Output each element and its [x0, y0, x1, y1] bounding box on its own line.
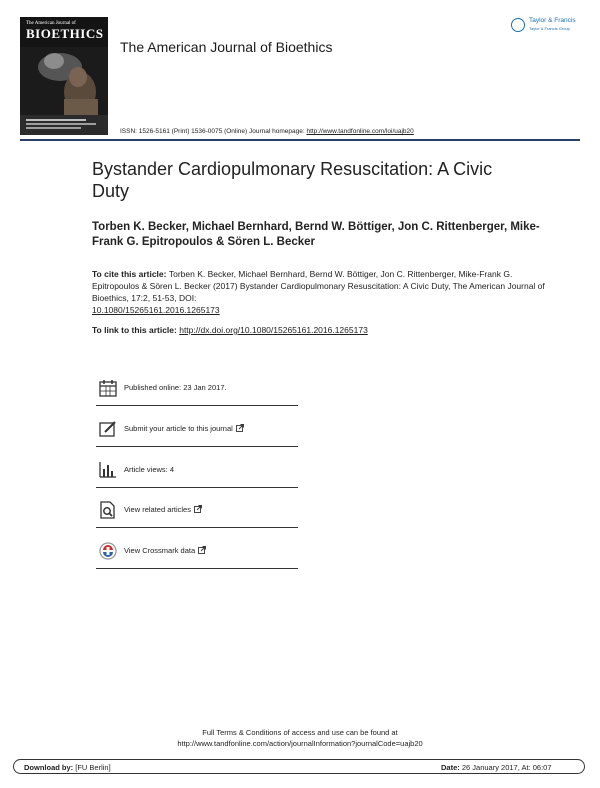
citation-block: [92, 268, 552, 316]
publisher-logo-icon: [511, 18, 525, 32]
citation-text: Torben K. Becker, Michael Bernhard, Bernd W. Böttiger, Jon C. Rittenberger, Mike-Frank G. Epitropoulos & Sören L. Becker (2017) Bystander Cardiopulmonary Resuscitation: A Civic Duty, The American Journal of Bioethics, 17:2, 51-53, DOI:: [92, 269, 545, 303]
terms-url[interactable]: http://www.tandfonline.com/action/journalInformation?journalCode=uajb20: [177, 739, 423, 748]
citation-doi-link[interactable]: 10.1080/15265161.2016.1265173: [92, 305, 220, 315]
bar-chart-icon: [99, 461, 117, 479]
row-divider: [96, 527, 298, 528]
calendar-icon: [99, 379, 117, 397]
download-by-label: Download by:: [24, 763, 74, 772]
article-title: Bystander Cardiopulmonary Resuscitation: A Civic Duty: [92, 159, 493, 201]
download-date-label: Date:: [441, 763, 460, 772]
download-by: [24, 763, 111, 772]
cover-small-line: The American Journal of: [26, 21, 76, 26]
download-by-value: [FU Berlin]: [73, 763, 111, 772]
cover-title: [26, 21, 103, 41]
crossmark-link[interactable]: [124, 546, 206, 555]
article-views-row: [96, 448, 298, 488]
terms-notice: [0, 727, 600, 749]
crossmark-row[interactable]: [96, 529, 298, 569]
download-date: [441, 763, 552, 772]
header-divider: [20, 139, 580, 141]
submit-article-text: Submit your article to this journal: [124, 424, 233, 433]
journal-homepage-link[interactable]: http://www.tandfonline.com/loi/uajb20: [306, 128, 414, 135]
article-views-text: Article views: 4: [124, 465, 175, 474]
crossmark-icon: [99, 542, 117, 560]
cover-big-word: BIOETHICS: [26, 26, 104, 41]
search-document-icon: [99, 501, 117, 519]
submit-article-row[interactable]: [96, 407, 298, 447]
external-link-icon: [198, 546, 206, 554]
row-divider: [96, 446, 298, 447]
download-date-value: 26 January 2017, At: 06:07: [459, 763, 552, 772]
citation-label: To cite this article:: [92, 269, 169, 279]
publisher-logo[interactable]: [511, 17, 586, 35]
issn-line: [120, 128, 414, 135]
article-link-label: To link to this article:: [92, 325, 180, 335]
submit-article-link[interactable]: [124, 424, 244, 433]
crossmark-text: View Crossmark data: [124, 546, 196, 555]
publisher-logo-text: Taylor & Francis: [529, 17, 576, 24]
journal-title: The American Journal of Bioethics: [120, 39, 333, 55]
cover-artwork: [20, 47, 108, 135]
journal-cover-image: [20, 17, 108, 135]
article-link-block: [92, 324, 368, 336]
article-authors: Torben K. Becker, Michael Bernhard, Bernd W. Böttiger, Jon C. Rittenberger, Mike-Frank G. Epitropoulos & Sören L. Becker: [92, 221, 540, 248]
article-link-url[interactable]: http://dx.doi.org/10.1080/15265161.2016.1265173: [179, 325, 368, 335]
external-link-icon: [194, 505, 202, 513]
related-articles-row[interactable]: [96, 488, 298, 528]
publisher-logo-subtext: Taylor & Francis Group: [529, 26, 570, 31]
published-online-row: [96, 366, 298, 406]
edit-icon: [99, 420, 117, 438]
row-divider: [96, 405, 298, 406]
related-articles-text: View related articles: [124, 505, 191, 514]
external-link-icon: [236, 424, 244, 432]
download-info-bar: [13, 759, 585, 774]
row-divider: [96, 568, 298, 569]
related-articles-link[interactable]: [124, 505, 202, 514]
issn-text: ISSN: 1526-5161 (Print) 1536-0075 (Online) Journal homepage:: [120, 128, 307, 135]
terms-line-1: Full Terms & Conditions of access and use can be found at: [202, 728, 398, 737]
published-online-text: Published online: 23 Jan 2017.: [124, 383, 227, 392]
